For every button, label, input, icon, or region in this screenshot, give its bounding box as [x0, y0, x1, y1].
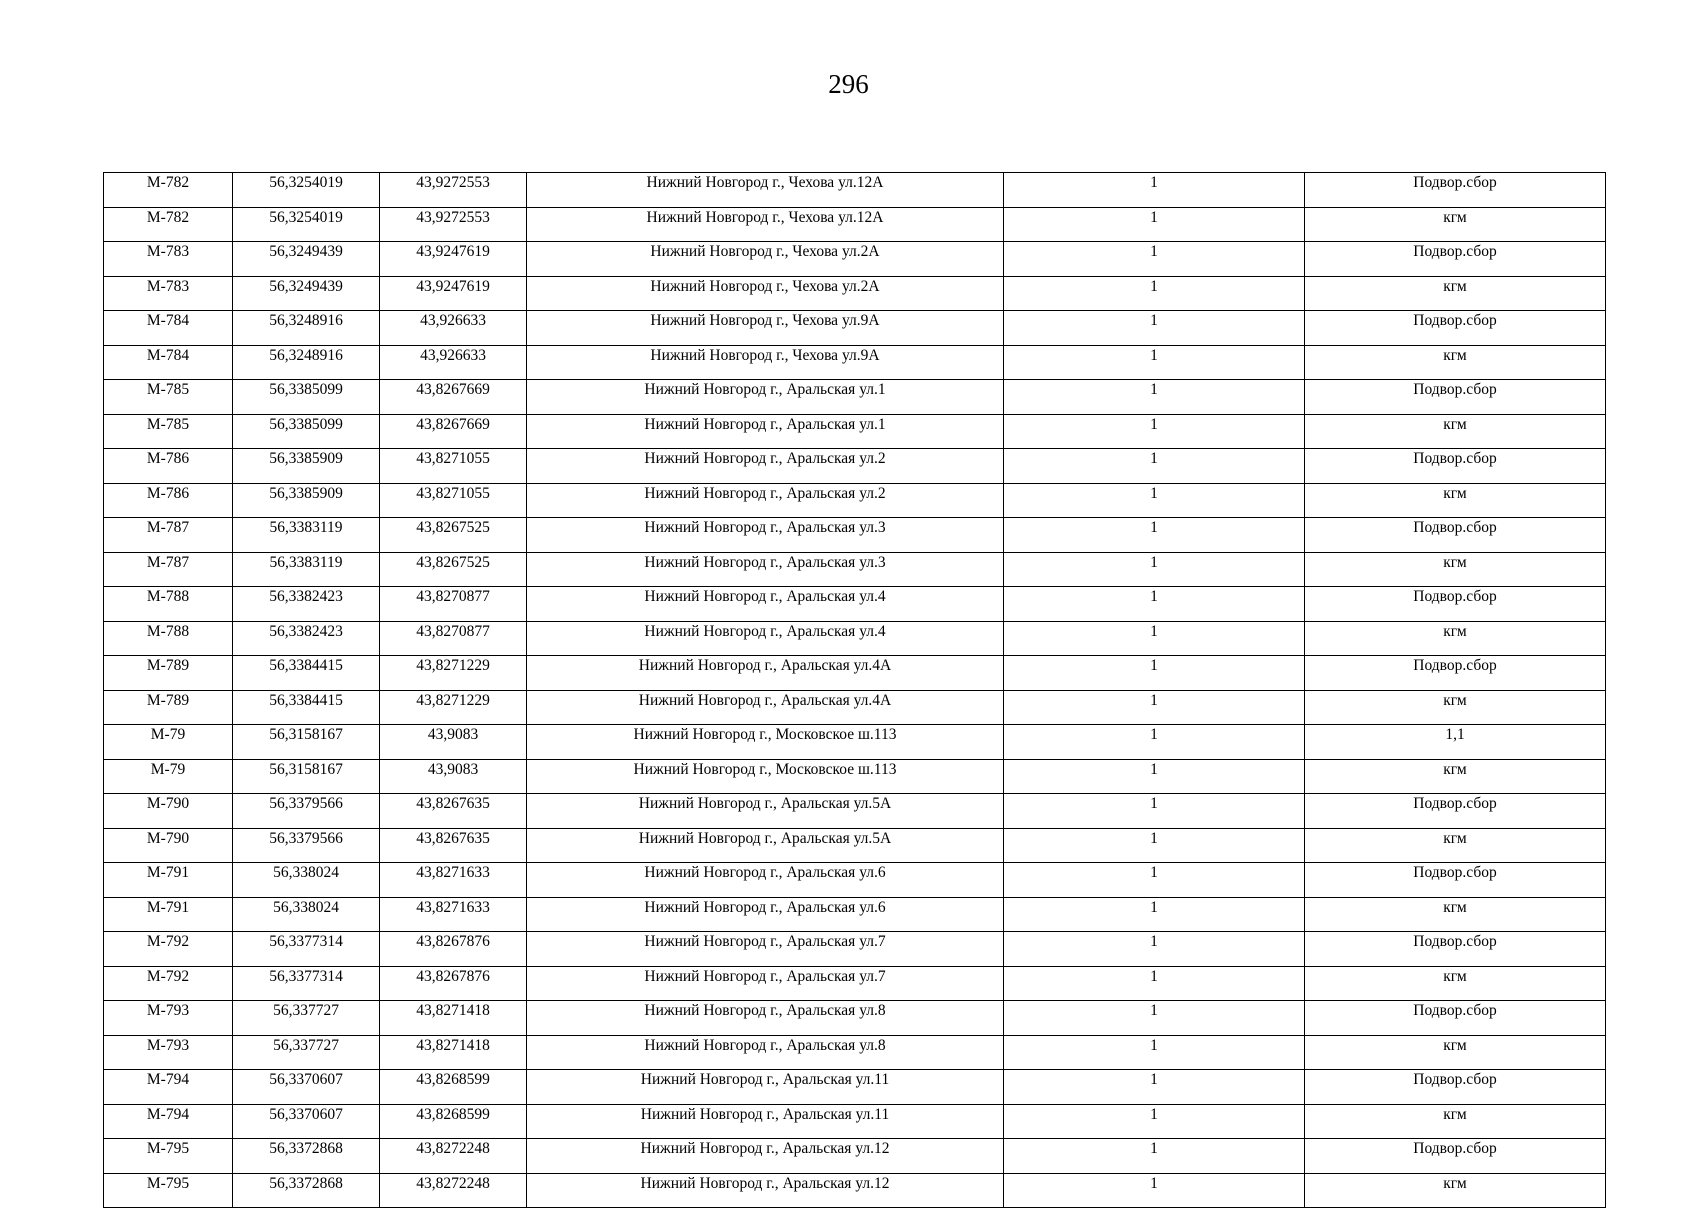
quantity-cell: 1: [1004, 587, 1305, 622]
quantity-cell: 1: [1004, 794, 1305, 829]
site-id-cell: М-79: [104, 725, 233, 760]
collection-type-cell: Подвор.сбор: [1305, 173, 1606, 208]
longitude-cell: 43,8271229: [380, 690, 527, 725]
collection-type-cell: Подвор.сбор: [1305, 1070, 1606, 1105]
address-cell: Нижний Новгород г., Московское ш.113: [527, 725, 1004, 760]
table-row: [104, 725, 1606, 760]
address-cell: Нижний Новгород г., Аральская ул.3: [527, 518, 1004, 553]
site-id-cell: М-790: [104, 828, 233, 863]
collection-type-cell: Подвор.сбор: [1305, 587, 1606, 622]
table-row: [104, 483, 1606, 518]
table-row: [104, 345, 1606, 380]
site-id-cell: М-789: [104, 690, 233, 725]
address-cell: Нижний Новгород г., Аральская ул.6: [527, 897, 1004, 932]
longitude-cell: 43,8267876: [380, 932, 527, 967]
collection-type-cell: кгм: [1305, 897, 1606, 932]
collection-type-cell: кгм: [1305, 207, 1606, 242]
longitude-cell: 43,9247619: [380, 276, 527, 311]
collection-type-cell: кгм: [1305, 414, 1606, 449]
quantity-cell: 1: [1004, 380, 1305, 415]
longitude-cell: 43,926633: [380, 345, 527, 380]
address-cell: Нижний Новгород г., Аральская ул.8: [527, 1001, 1004, 1036]
longitude-cell: 43,8271055: [380, 449, 527, 484]
table-row: [104, 380, 1606, 415]
quantity-cell: 1: [1004, 966, 1305, 1001]
quantity-cell: 1: [1004, 311, 1305, 346]
longitude-cell: 43,9083: [380, 759, 527, 794]
quantity-cell: 1: [1004, 932, 1305, 967]
site-id-cell: М-783: [104, 242, 233, 277]
table-row: [104, 173, 1606, 208]
quantity-cell: 1: [1004, 483, 1305, 518]
latitude-cell: 56,3370607: [233, 1104, 380, 1139]
table-row: [104, 1173, 1606, 1208]
quantity-cell: 1: [1004, 173, 1305, 208]
longitude-cell: 43,8267525: [380, 552, 527, 587]
address-cell: Нижний Новгород г., Аральская ул.11: [527, 1104, 1004, 1139]
table-row: [104, 621, 1606, 656]
address-cell: Нижний Новгород г., Аральская ул.5А: [527, 794, 1004, 829]
collection-type-cell: Подвор.сбор: [1305, 518, 1606, 553]
latitude-cell: 56,3248916: [233, 311, 380, 346]
table-row: [104, 518, 1606, 553]
longitude-cell: 43,8267635: [380, 794, 527, 829]
longitude-cell: 43,8267635: [380, 828, 527, 863]
longitude-cell: 43,9272553: [380, 207, 527, 242]
latitude-cell: 56,3385099: [233, 414, 380, 449]
registry-table-body: [104, 173, 1606, 1208]
collection-type-cell: Подвор.сбор: [1305, 1139, 1606, 1174]
latitude-cell: 56,338024: [233, 897, 380, 932]
longitude-cell: 43,8271418: [380, 1035, 527, 1070]
collection-type-cell: кгм: [1305, 690, 1606, 725]
address-cell: Нижний Новгород г., Аральская ул.5А: [527, 828, 1004, 863]
collection-type-cell: кгм: [1305, 1035, 1606, 1070]
table-row: [104, 897, 1606, 932]
collection-type-cell: Подвор.сбор: [1305, 1001, 1606, 1036]
address-cell: Нижний Новгород г., Чехова ул.12А: [527, 207, 1004, 242]
quantity-cell: 1: [1004, 242, 1305, 277]
quantity-cell: 1: [1004, 1173, 1305, 1208]
site-id-cell: М-786: [104, 449, 233, 484]
quantity-cell: 1: [1004, 656, 1305, 691]
collection-type-cell: кгм: [1305, 552, 1606, 587]
table-row: [104, 207, 1606, 242]
collection-type-cell: Подвор.сбор: [1305, 449, 1606, 484]
table-row: [104, 311, 1606, 346]
collection-type-cell: кгм: [1305, 966, 1606, 1001]
longitude-cell: 43,9272553: [380, 173, 527, 208]
quantity-cell: 1: [1004, 552, 1305, 587]
longitude-cell: 43,8272248: [380, 1173, 527, 1208]
longitude-cell: 43,8267525: [380, 518, 527, 553]
latitude-cell: 56,3382423: [233, 587, 380, 622]
latitude-cell: 56,3384415: [233, 656, 380, 691]
site-id-cell: М-794: [104, 1104, 233, 1139]
collection-type-cell: Подвор.сбор: [1305, 863, 1606, 898]
table-row: [104, 1104, 1606, 1139]
registry-table: [103, 172, 1606, 1208]
collection-type-cell: кгм: [1305, 345, 1606, 380]
page-number: 296: [828, 69, 869, 99]
site-id-cell: М-795: [104, 1173, 233, 1208]
longitude-cell: 43,8271633: [380, 863, 527, 898]
table-row: [104, 794, 1606, 829]
latitude-cell: 56,3383119: [233, 518, 380, 553]
quantity-cell: 1: [1004, 414, 1305, 449]
table-row: [104, 449, 1606, 484]
site-id-cell: М-788: [104, 587, 233, 622]
quantity-cell: 1: [1004, 897, 1305, 932]
collection-type-cell: Подвор.сбор: [1305, 794, 1606, 829]
latitude-cell: 56,3158167: [233, 759, 380, 794]
quantity-cell: 1: [1004, 345, 1305, 380]
latitude-cell: 56,338024: [233, 863, 380, 898]
longitude-cell: 43,8267669: [380, 414, 527, 449]
site-id-cell: М-79: [104, 759, 233, 794]
collection-type-cell: кгм: [1305, 483, 1606, 518]
collection-type-cell: кгм: [1305, 1104, 1606, 1139]
latitude-cell: 56,337727: [233, 1001, 380, 1036]
address-cell: Нижний Новгород г., Аральская ул.4: [527, 621, 1004, 656]
latitude-cell: 56,3377314: [233, 932, 380, 967]
longitude-cell: 43,8268599: [380, 1070, 527, 1105]
address-cell: Нижний Новгород г., Аральская ул.7: [527, 932, 1004, 967]
longitude-cell: 43,8271055: [380, 483, 527, 518]
address-cell: Нижний Новгород г., Аральская ул.2: [527, 483, 1004, 518]
latitude-cell: 56,3384415: [233, 690, 380, 725]
quantity-cell: 1: [1004, 863, 1305, 898]
site-id-cell: М-786: [104, 483, 233, 518]
site-id-cell: М-782: [104, 173, 233, 208]
latitude-cell: 56,3249439: [233, 242, 380, 277]
table-row: [104, 863, 1606, 898]
site-id-cell: М-787: [104, 518, 233, 553]
site-id-cell: М-795: [104, 1139, 233, 1174]
site-id-cell: М-793: [104, 1001, 233, 1036]
table-row: [104, 1070, 1606, 1105]
latitude-cell: 56,3254019: [233, 207, 380, 242]
latitude-cell: 56,3382423: [233, 621, 380, 656]
table-row: [104, 656, 1606, 691]
collection-type-cell: кгм: [1305, 759, 1606, 794]
table-row: [104, 587, 1606, 622]
site-id-cell: М-794: [104, 1070, 233, 1105]
address-cell: Нижний Новгород г., Чехова ул.9А: [527, 311, 1004, 346]
latitude-cell: 56,3385909: [233, 449, 380, 484]
quantity-cell: 1: [1004, 725, 1305, 760]
quantity-cell: 1: [1004, 276, 1305, 311]
latitude-cell: 56,3248916: [233, 345, 380, 380]
longitude-cell: 43,8272248: [380, 1139, 527, 1174]
quantity-cell: 1: [1004, 1035, 1305, 1070]
address-cell: Нижний Новгород г., Аральская ул.4: [527, 587, 1004, 622]
latitude-cell: 56,3385909: [233, 483, 380, 518]
latitude-cell: 56,3158167: [233, 725, 380, 760]
quantity-cell: 1: [1004, 690, 1305, 725]
longitude-cell: 43,8271229: [380, 656, 527, 691]
site-id-cell: М-793: [104, 1035, 233, 1070]
site-id-cell: М-789: [104, 656, 233, 691]
collection-type-cell: Подвор.сбор: [1305, 932, 1606, 967]
address-cell: Нижний Новгород г., Аральская ул.12: [527, 1173, 1004, 1208]
longitude-cell: 43,8271418: [380, 1001, 527, 1036]
longitude-cell: 43,926633: [380, 311, 527, 346]
collection-type-cell: Подвор.сбор: [1305, 656, 1606, 691]
collection-type-cell: кгм: [1305, 828, 1606, 863]
quantity-cell: 1: [1004, 1070, 1305, 1105]
latitude-cell: 56,3254019: [233, 173, 380, 208]
longitude-cell: 43,8270877: [380, 621, 527, 656]
latitude-cell: 56,3379566: [233, 828, 380, 863]
latitude-cell: 56,3379566: [233, 794, 380, 829]
latitude-cell: 56,3370607: [233, 1070, 380, 1105]
site-id-cell: М-785: [104, 380, 233, 415]
address-cell: Нижний Новгород г., Аральская ул.6: [527, 863, 1004, 898]
table-row: [104, 1001, 1606, 1036]
latitude-cell: 56,3383119: [233, 552, 380, 587]
site-id-cell: М-784: [104, 345, 233, 380]
quantity-cell: 1: [1004, 828, 1305, 863]
table-row: [104, 414, 1606, 449]
address-cell: Нижний Новгород г., Аральская ул.2: [527, 449, 1004, 484]
site-id-cell: М-782: [104, 207, 233, 242]
site-id-cell: М-784: [104, 311, 233, 346]
site-id-cell: М-792: [104, 932, 233, 967]
longitude-cell: 43,8268599: [380, 1104, 527, 1139]
table-row: [104, 242, 1606, 277]
longitude-cell: 43,8270877: [380, 587, 527, 622]
site-id-cell: М-791: [104, 863, 233, 898]
address-cell: Нижний Новгород г., Аральская ул.7: [527, 966, 1004, 1001]
table-row: [104, 759, 1606, 794]
collection-type-cell: Подвор.сбор: [1305, 311, 1606, 346]
collection-type-cell: кгм: [1305, 1173, 1606, 1208]
quantity-cell: 1: [1004, 759, 1305, 794]
address-cell: Нижний Новгород г., Аральская ул.1: [527, 414, 1004, 449]
collection-type-cell: Подвор.сбор: [1305, 380, 1606, 415]
collection-type-cell: кгм: [1305, 621, 1606, 656]
site-id-cell: М-783: [104, 276, 233, 311]
address-cell: Нижний Новгород г., Аральская ул.12: [527, 1139, 1004, 1174]
address-cell: Нижний Новгород г., Аральская ул.8: [527, 1035, 1004, 1070]
table-row: [104, 690, 1606, 725]
longitude-cell: 43,8271633: [380, 897, 527, 932]
address-cell: Нижний Новгород г., Аральская ул.11: [527, 1070, 1004, 1105]
longitude-cell: 43,8267876: [380, 966, 527, 1001]
table-row: [104, 1035, 1606, 1070]
site-id-cell: М-785: [104, 414, 233, 449]
table-row: [104, 276, 1606, 311]
address-cell: Нижний Новгород г., Аральская ул.4А: [527, 690, 1004, 725]
latitude-cell: 56,337727: [233, 1035, 380, 1070]
collection-type-cell: 1,1: [1305, 725, 1606, 760]
table-row: [104, 932, 1606, 967]
collection-type-cell: Подвор.сбор: [1305, 242, 1606, 277]
site-id-cell: М-787: [104, 552, 233, 587]
site-id-cell: М-790: [104, 794, 233, 829]
address-cell: Нижний Новгород г., Чехова ул.9А: [527, 345, 1004, 380]
site-id-cell: М-788: [104, 621, 233, 656]
quantity-cell: 1: [1004, 518, 1305, 553]
table-row: [104, 552, 1606, 587]
address-cell: Нижний Новгород г., Чехова ул.2А: [527, 276, 1004, 311]
longitude-cell: 43,9083: [380, 725, 527, 760]
longitude-cell: 43,8267669: [380, 380, 527, 415]
quantity-cell: 1: [1004, 621, 1305, 656]
site-id-cell: М-792: [104, 966, 233, 1001]
address-cell: Нижний Новгород г., Аральская ул.4А: [527, 656, 1004, 691]
address-cell: Нижний Новгород г., Чехова ул.12А: [527, 173, 1004, 208]
quantity-cell: 1: [1004, 207, 1305, 242]
table-row: [104, 828, 1606, 863]
quantity-cell: 1: [1004, 1139, 1305, 1174]
address-cell: Нижний Новгород г., Аральская ул.1: [527, 380, 1004, 415]
quantity-cell: 1: [1004, 1104, 1305, 1139]
address-cell: Нижний Новгород г., Чехова ул.2А: [527, 242, 1004, 277]
quantity-cell: 1: [1004, 449, 1305, 484]
latitude-cell: 56,3372868: [233, 1173, 380, 1208]
latitude-cell: 56,3372868: [233, 1139, 380, 1174]
quantity-cell: 1: [1004, 1001, 1305, 1036]
table-row: [104, 1139, 1606, 1174]
collection-type-cell: кгм: [1305, 276, 1606, 311]
latitude-cell: 56,3377314: [233, 966, 380, 1001]
longitude-cell: 43,9247619: [380, 242, 527, 277]
address-cell: Нижний Новгород г., Аральская ул.3: [527, 552, 1004, 587]
latitude-cell: 56,3249439: [233, 276, 380, 311]
latitude-cell: 56,3385099: [233, 380, 380, 415]
site-id-cell: М-791: [104, 897, 233, 932]
address-cell: Нижний Новгород г., Московское ш.113: [527, 759, 1004, 794]
table-row: [104, 966, 1606, 1001]
